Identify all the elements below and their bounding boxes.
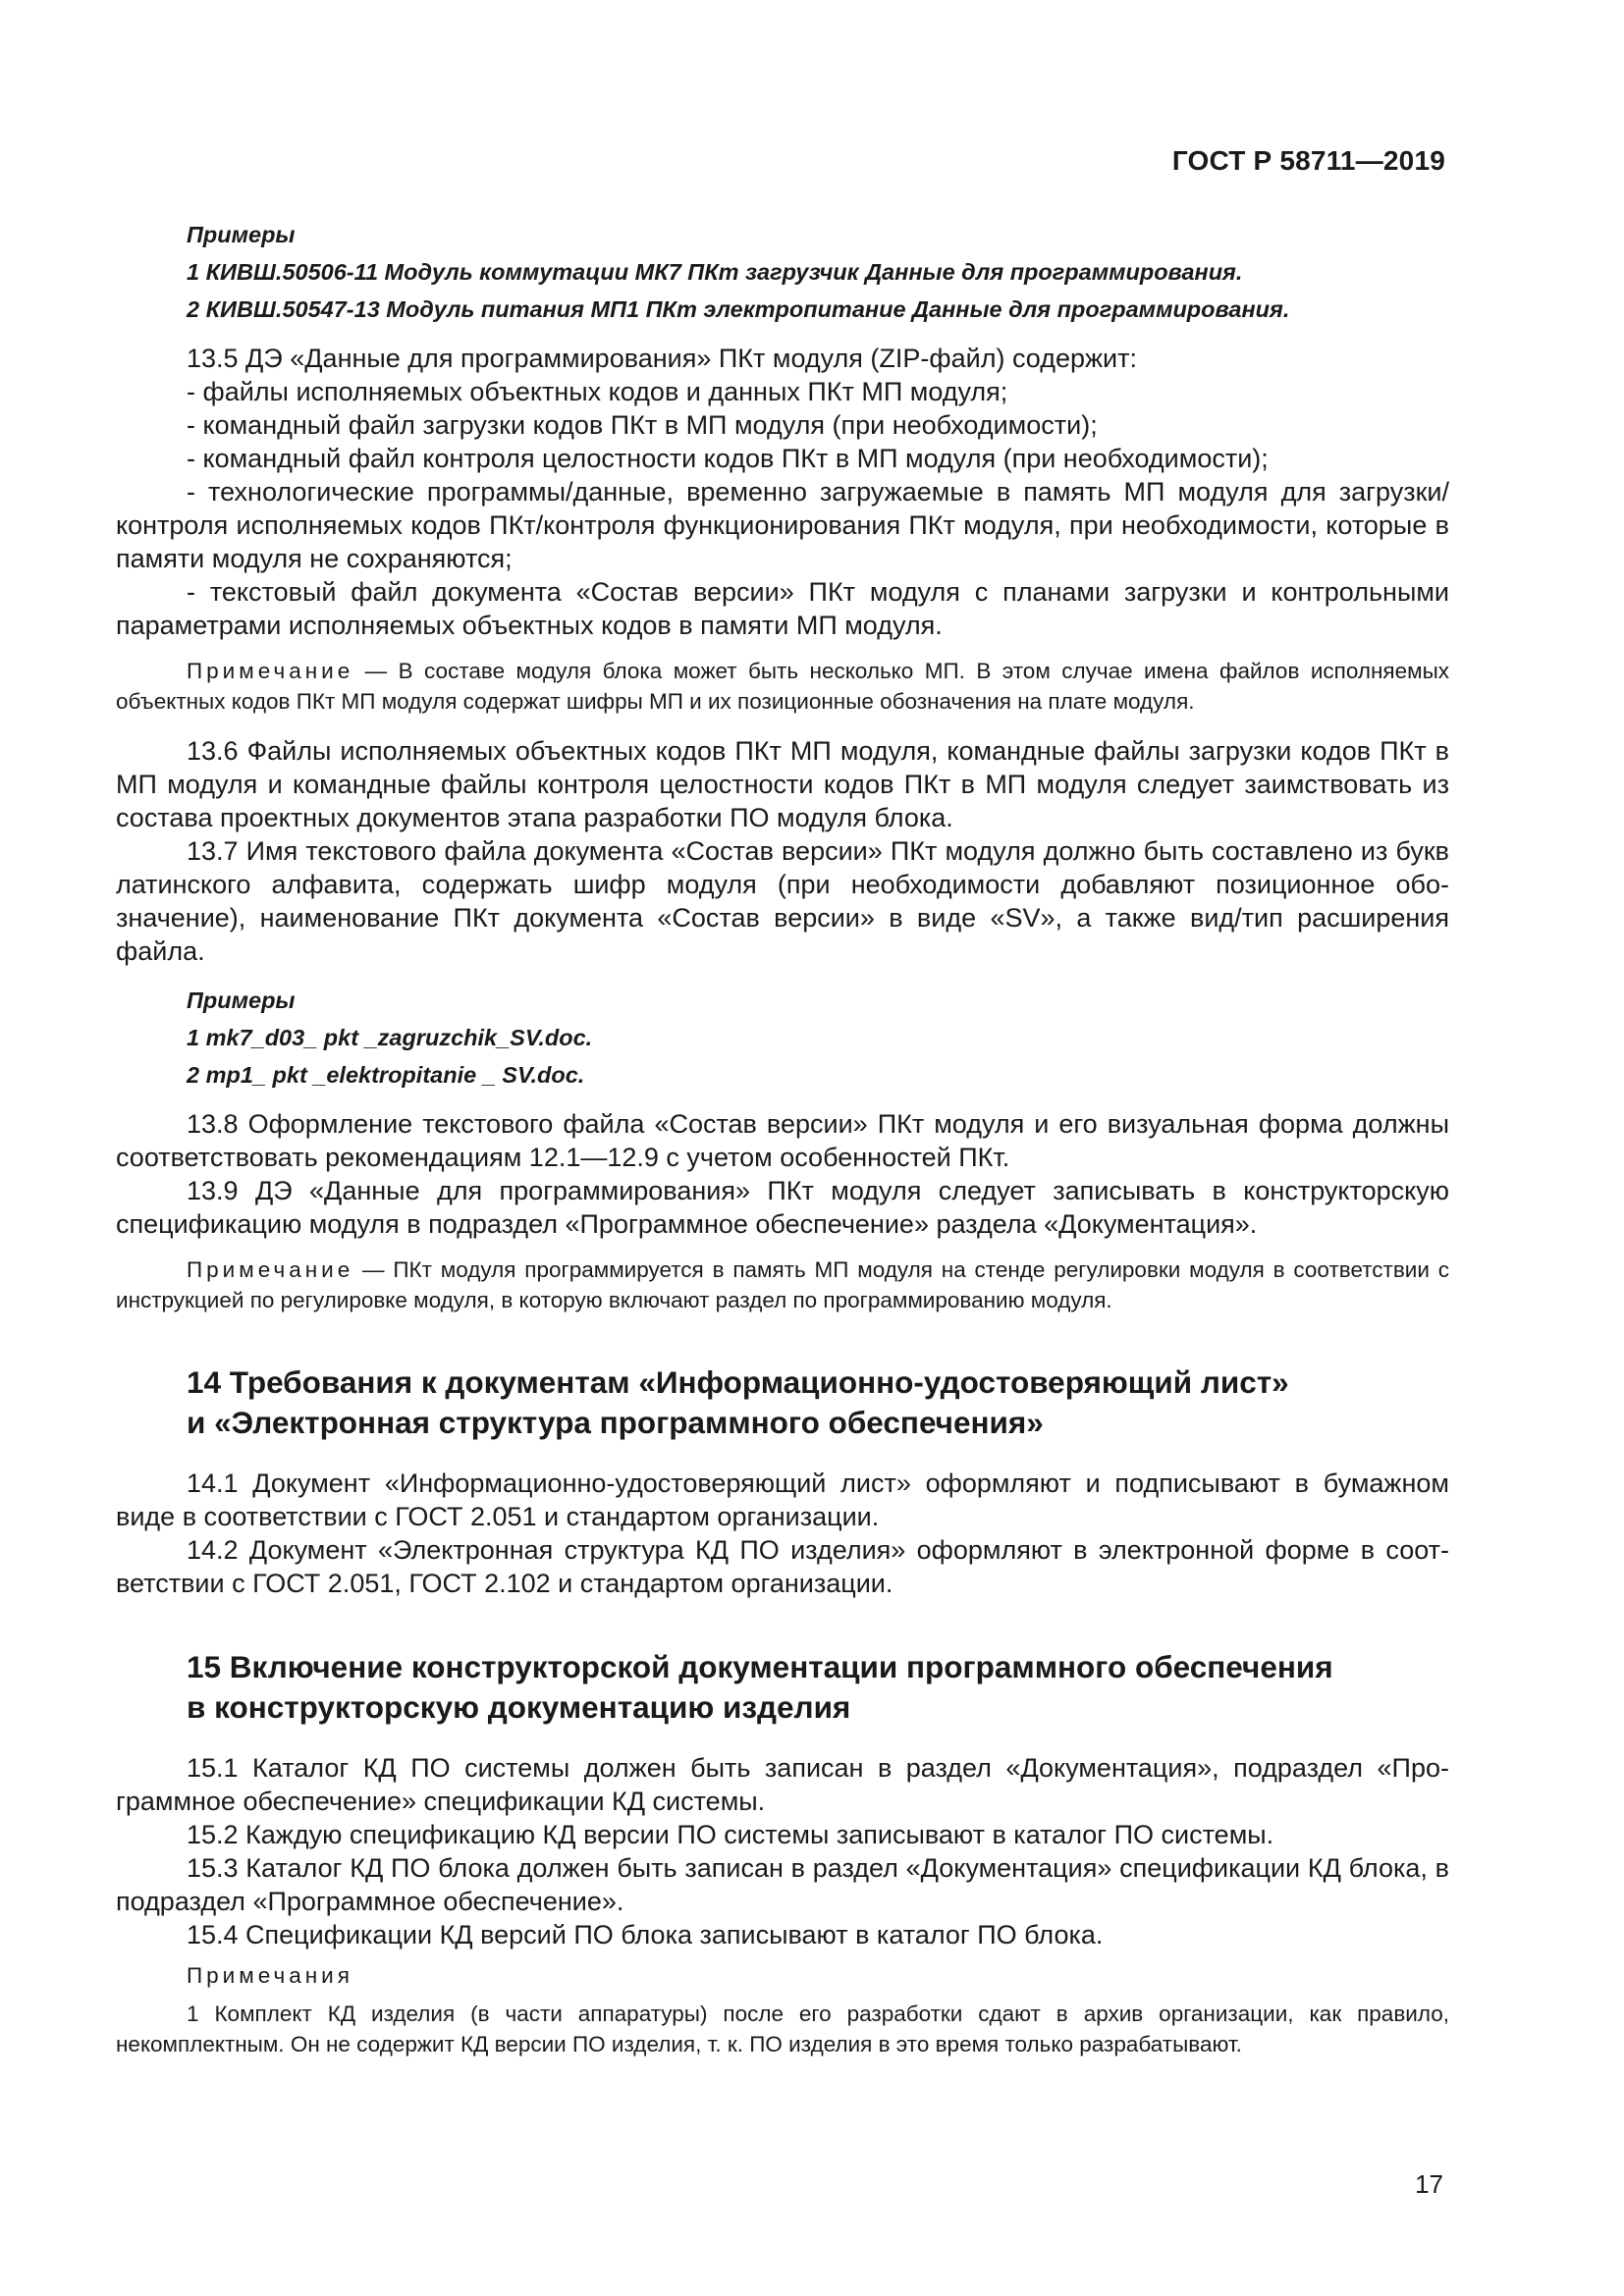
examples-title: Примеры [187, 222, 296, 247]
examples-block-1 [116, 216, 1449, 328]
page-body [116, 216, 1449, 2077]
note-13-5 [116, 656, 1449, 717]
clause-14-2: 14.2 Документ «Электронная структура КД ПО изделия» оформляют в электронной форме в соответствии с ГОСТ 2.051, ГОСТ 2.102 и стандартом организации. [116, 1535, 1449, 1598]
note-label: Примечание [187, 659, 354, 683]
note-label: Примечание [187, 1257, 354, 1282]
example-item: 2 КИВШ.50547-13 Модуль питания МП1 ПКт электропитание Данные для программирования. [187, 296, 1290, 322]
clause-13-5-item: - текстовый файл документа «Состав версии» ПКт модуля с планами загрузки и контрольными параметрами исполняемых объектных кодов в памяти МП модуля. [116, 577, 1449, 640]
clause-13-5-intro: 13.5 ДЭ «Данные для программирования» ПКт модуля (ZIP-файл) содержит: [187, 344, 1137, 373]
clause-15-2: 15.2 Каждую спецификацию КД версии ПО системы записывают в каталог ПО системы. [187, 1820, 1274, 1849]
note-15-1: 1 Комплект КД изделия (в части аппаратуры) после его разработки сдают в архив организации, как правило, некомплектным. Он не содержит КД версии ПО изделия, т. к. ПО изделия в это время только разрабатывают. [116, 2002, 1449, 2056]
clause-13-5-item: - командный файл загрузки кодов ПКт в МП модуля (при необходимости); [187, 410, 1098, 440]
clause-15-4: 15.4 Спецификации КД версий ПО блока записывают в каталог ПО блока. [187, 1920, 1104, 1949]
examples-block-2 [116, 982, 1449, 1094]
clause-13-6: 13.6 Файлы исполняемых объектных кодов ПКт МП модуля, командные файлы загрузки кодов ПКт в МП модуля и командные файлы контроля целостности кодов ПКт в МП модуля следует заимствовать из состава проектных документов этапа разработки ПО модуля блока. [116, 736, 1449, 832]
example-item: 2 mp1_ pkt _elektropitanie _ SV.doc. [187, 1062, 585, 1088]
clause-14-1: 14.1 Документ «Информационно-удостоверяющий лист» оформляют и подписывают в бумажном виде в соответствии с ГОСТ 2.051 и стандартом организации. [116, 1468, 1449, 1531]
clause-15-3: 15.3 Каталог КД ПО блока должен быть записан в раздел «Документация» спецификации КД блока, в подраздел «Программное обеспечение». [116, 1853, 1449, 1916]
note-13-9 [116, 1255, 1449, 1315]
clause-13-8: 13.8 Оформление текстового файла «Состав версии» ПКт модуля и его визуальная форма должны соответствовать рекомендациям 12.1—12.9 с учетом особенностей ПКт. [116, 1109, 1449, 1172]
section-14-title-line-2: и «Электронная структура программного обеспечения» [187, 1405, 1044, 1440]
section-15-title-line-1: 15 Включение конструкторской документации программного обеспечения [187, 1649, 1333, 1684]
note-text: — В составе модуля блока может быть несколько МП. В этом случае имена файлов исполняемых объектных кодов ПКт МП модуля содержат шифры МП и их позиционные обозначения на плате модуля. [116, 659, 1449, 714]
clause-13-9: 13.9 ДЭ «Данные для программирования» ПКт модуля следует записывать в конструкторскую спецификацию модуля в подраздел «Программное обеспечение» раздела «Документация». [116, 1176, 1449, 1239]
example-item: 1 КИВШ.50506-11 Модуль коммутации МК7 ПКт загрузчик Данные для программирования. [187, 259, 1243, 285]
section-14-title-line-1: 14 Требования к документам «Информационно-удостоверяющий лист» [187, 1364, 1289, 1400]
document-code-header: ГОСТ Р 58711—2019 [1171, 145, 1445, 176]
example-item: 1 mk7_d03_ pkt _zagruzchik_SV.doc. [187, 1025, 593, 1050]
note-text: — ПКт модуля программируется в память МП модуля на стенде регулировки модуля в соответствии с инструкцией по регулировке модуля, в которую включают раздел по программированию модуля. [116, 1257, 1449, 1312]
section-15-heading [116, 1647, 1449, 1728]
page-number: 17 [1415, 2169, 1443, 2199]
clause-13-5-item: - командный файл контроля целостности кодов ПКт в МП модуля (при необходимости); [187, 444, 1269, 473]
clause-15-1: 15.1 Каталог КД ПО системы должен быть записан в раздел «Документация», подраздел «Программное обеспечение» спецификации КД системы. [116, 1753, 1449, 1816]
clause-13-5-item: - файлы исполняемых объектных кодов и данных ПКт МП модуля; [187, 377, 1008, 406]
section-14-heading [116, 1362, 1449, 1443]
examples-title: Примеры [187, 988, 296, 1013]
notes-title: Примечания [187, 1963, 353, 1988]
clause-13-5-item: - технологические программы/данные, временно загружаемые в память МП модуля для загрузки/контроля исполняемых кодов ПКт/контроля функционирования ПКт модуля, при необходимости, которые в памяти модуля не сохраняются; [116, 477, 1449, 573]
section-15-title-line-2: в конструкторскую документацию изделия [187, 1689, 851, 1725]
clause-13-7: 13.7 Имя текстового файла документа «Состав версии» ПКт модуля должно быть составлено из букв латинского алфавита, содержать шифр модуля (при необходимости добавляют позиционное обозначение), наименование ПКт документа «Состав версии» в виде «SV», а также вид/тип расширения файла. [116, 836, 1449, 966]
